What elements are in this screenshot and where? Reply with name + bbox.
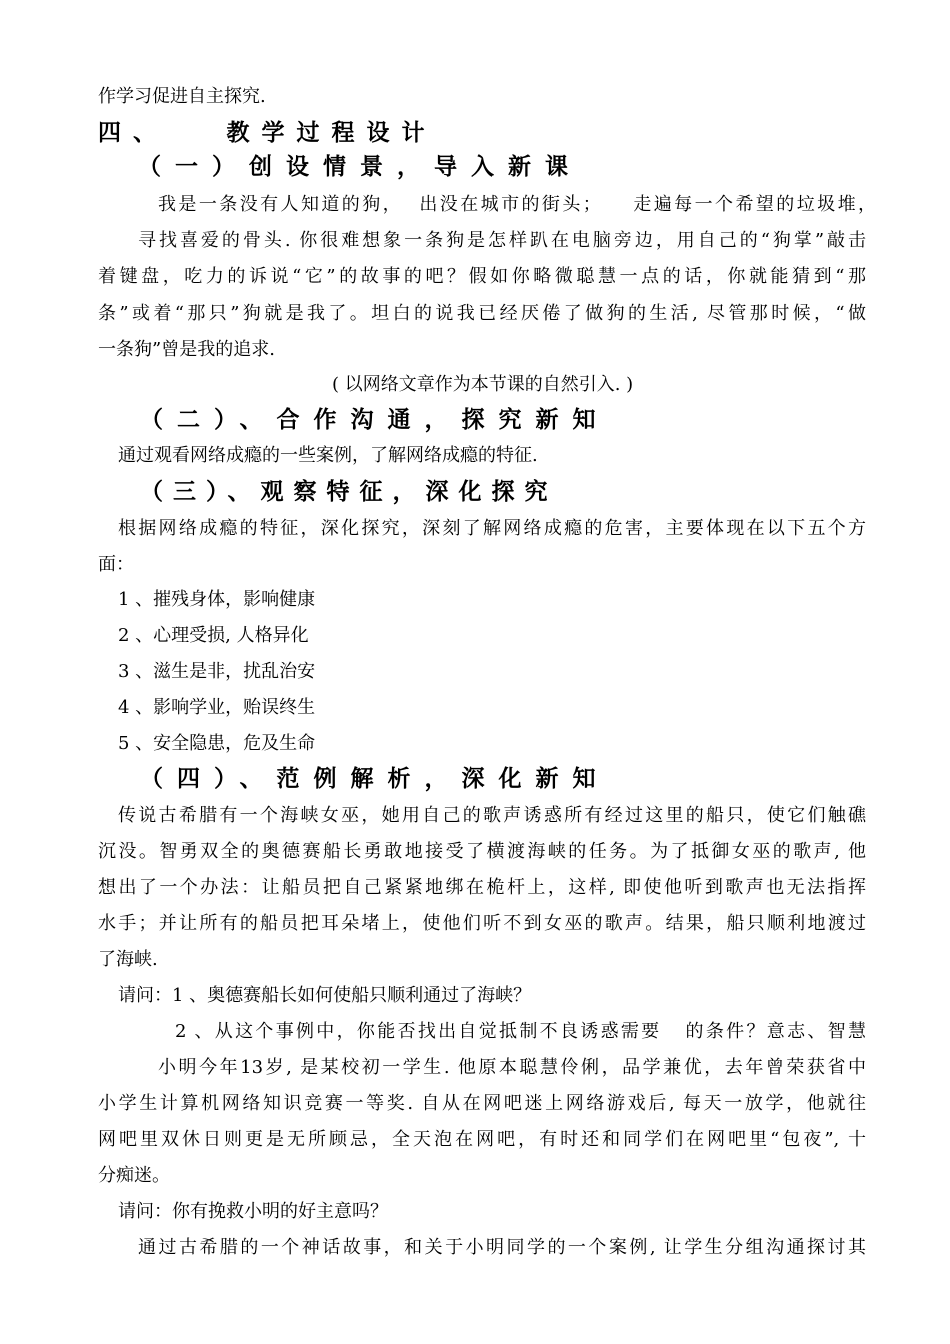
question-line: 请问：你有挽救小明的好主意吗？ (118, 1201, 388, 1222)
question-line: 2 、从这个事例中，你能否找出自觉抵制不良诱惑需要 的条件？意志、智慧 (175, 1021, 866, 1042)
text-line: 水手；并让所有的船员把耳朵堵上，使他们听不到女巫的歌声。结果，船只顺利地渡过 (98, 913, 866, 934)
text-line: 一条狗”曾是我的追求. (98, 339, 275, 360)
text-line: 着键盘，吃力的诉说“它”的故事的吧？假如你略微聪慧一点的话，你就能猜到“那 (98, 266, 866, 287)
text-line: ( 以网络文章作为本节课的自然引入. ) (332, 374, 634, 395)
text-line: 根据网络成瘾的特征，深化探究，深刻了解网络成瘾的危害，主要体现在以下五个方 (118, 518, 866, 539)
section-heading: 四、 教学过程设计 (98, 120, 437, 146)
subsection-heading: （二）、合作沟通，探究新知 (140, 407, 610, 433)
text-line: 作学习促进自主探究. (98, 86, 266, 107)
subsection-heading: （一）创设情景，导入新课 (138, 154, 582, 180)
text-line: 通过观看网络成瘾的一些案例，了解网络成瘾的特征. (118, 445, 538, 466)
text-line: 我是一条没有人知道的狗， 出没在城市的街头； 走遍每一个希望的垃圾堆， (158, 194, 876, 215)
list-item: 4 、影响学业，贻误终生 (118, 697, 316, 718)
text-line: 了海峡. (98, 949, 158, 970)
text-line: 想出了一个办法：让船员把自己紧紧地绑在桅杆上，这样, 即使他听到歌声也无法指挥 (98, 877, 866, 898)
text-line: 寻找喜爱的骨头. 你很难想象一条狗是怎样趴在电脑旁边，用自己的“狗掌”敲击 (138, 230, 866, 251)
text-line: 小学生计算机网络知识竞赛一等奖. 自从在网吧迷上网络游戏后, 每天一放学，他就往 (98, 1093, 866, 1114)
list-item: 1 、摧残身体，影响健康 (118, 589, 316, 610)
list-item: 3 、滋生是非，扰乱治安 (118, 661, 316, 682)
text-line: 通过古希腊的一个神话故事，和关于小明同学的一个案例, 让学生分组沟通探讨其 (138, 1237, 866, 1258)
text-line: 面： (98, 554, 134, 575)
text-line: 小明今年13岁, 是某校初一学生. 他原本聪慧伶俐，品学兼优，去年曾荣获省中 (158, 1057, 866, 1078)
question-line: 请问：1 、奥德赛船长如何使船只顺利通过了海峡？ (118, 985, 532, 1006)
subsection-heading: （三）、观察特征，深化探究 (140, 479, 558, 505)
text-line: 分痴迷。 (98, 1165, 170, 1186)
text-line: 沉没。智勇双全的奥德赛船长勇敢地接受了横渡海峡的任务。为了抵御女巫的歌声, 他 (98, 841, 866, 862)
text-line: 网吧里双休日则更是无所顾忌，全天泡在网吧，有时还和同学们在网吧里“包夜”, 十 (98, 1129, 866, 1150)
list-item: 2 、心理受损, 人格异化 (118, 625, 309, 646)
subsection-heading: （四）、范例解析，深化新知 (140, 766, 610, 792)
list-item: 5 、安全隐患，危及生命 (118, 733, 316, 754)
text-line: 传说古希腊有一个海峡女巫，她用自己的歌声诱惑所有经过这里的船只，使它们触礁 (118, 805, 866, 826)
text-line: 条”或着“那只”狗就是我了。坦白的说我已经厌倦了做狗的生活, 尽管那时候，“做 (98, 303, 866, 324)
